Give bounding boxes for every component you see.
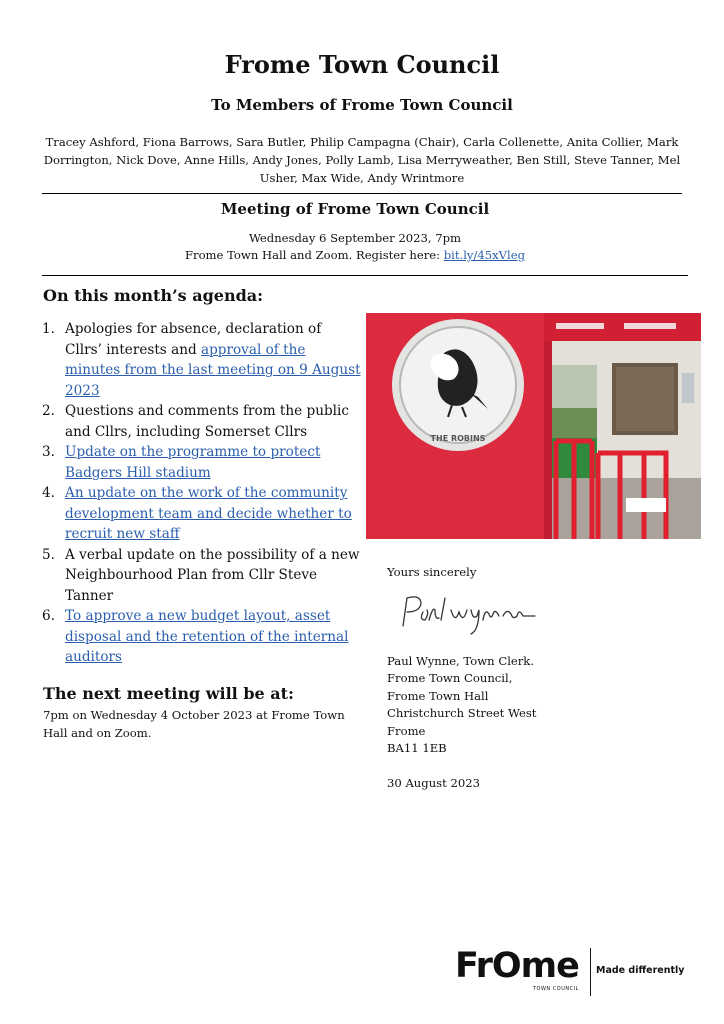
closing-text: Yours sincerely <box>387 565 477 579</box>
meeting-datetime: Wednesday 6 September 2023, 7pm <box>248 231 462 245</box>
agenda-item-text: Apologies for absence, declaration of Cllrs’ interests and <box>65 321 322 358</box>
agenda-item <box>42 401 362 442</box>
agenda-item-number: 3. <box>42 444 55 460</box>
agenda-item-link[interactable]: An update on the work of the community development team and decide whether to recruit new staff <box>65 485 352 542</box>
divider-bottom <box>42 275 688 276</box>
agenda-item-number: 4. <box>42 485 55 501</box>
meeting-location-text: Frome Town Hall and Zoom. Register here: <box>184 248 444 262</box>
divider-top <box>42 193 682 194</box>
sender-line: Frome <box>387 723 426 738</box>
agenda-item-text: A verbal update on the possibility of a new Neighbourhood Plan from Cllr Steve Tanner <box>65 546 360 604</box>
meeting-location <box>0 248 710 262</box>
sender-line: Christchurch Street West <box>387 706 537 721</box>
badge-text: THE ROBINS <box>430 434 486 443</box>
agenda-heading: On this month’s agenda: <box>43 286 264 305</box>
logo-divider <box>590 948 591 996</box>
sender-address <box>387 653 536 757</box>
register-link[interactable]: bit.ly/45xVleg <box>443 248 526 262</box>
page-title: Frome Town Council <box>224 50 500 79</box>
meeting-title: Meeting of Frome Town Council <box>220 200 490 218</box>
agenda-item-number: 2. <box>42 403 55 419</box>
frome-logo <box>455 944 695 1000</box>
agenda-item <box>42 606 362 668</box>
letter-date: 30 August 2023 <box>387 776 480 790</box>
agenda-list <box>42 319 362 668</box>
logo-sub: TOWN COUNCIL <box>533 986 579 992</box>
stadium-photo <box>366 313 701 539</box>
page-subtitle: To Members of Frome Town Council <box>211 96 513 114</box>
logo-wordmark: FrOme <box>455 946 579 986</box>
agenda-item-number: 6. <box>42 608 55 624</box>
sender-line: Paul Wynne, Town Clerk. <box>387 654 535 668</box>
signature-image <box>395 590 565 640</box>
agenda-item-link[interactable]: approval of the minutes from the last meeting on 9 August 2023 <box>65 341 361 399</box>
members-list: Tracey Ashford, Fiona Barrows, Sara Butler, Philip Campagna (Chair), Carla Collenette, Anita Collier, Mark Dorrington, Nick Dove, Anne Hills, Andy Jones, Polly Lamb, Lisa Merryweather, Ben Still, Steve Tanner, Mel Usher, Max Wide, Andy Wrintmore <box>43 135 681 185</box>
agenda-item <box>42 483 362 545</box>
agenda-item-text: Questions and comments from the public and Cllrs, including Somerset Cllrs <box>65 403 349 440</box>
agenda-item <box>42 442 362 483</box>
sender-line: Frome Town Hall <box>387 688 489 703</box>
agenda-item-link[interactable]: Update on the programme to protect Badgers Hill stadium <box>65 444 321 481</box>
agenda-item <box>42 319 362 401</box>
logo-tagline: Made differently <box>596 965 685 976</box>
sender-line: BA11 1EB <box>387 741 447 756</box>
sender-line: Frome Town Council, <box>387 671 513 686</box>
next-meeting-text: 7pm on Wednesday 4 October 2023 at Frome Town Hall and on Zoom. <box>43 708 345 740</box>
agenda-item-link[interactable]: To approve a new budget layout, asset disposal and the retention of the internal auditors <box>65 608 349 665</box>
agenda-item-number: 1. <box>42 321 55 337</box>
agenda-item-number: 5. <box>42 546 55 563</box>
next-meeting-heading: The next meeting will be at: <box>43 684 294 703</box>
agenda-item <box>42 545 362 607</box>
